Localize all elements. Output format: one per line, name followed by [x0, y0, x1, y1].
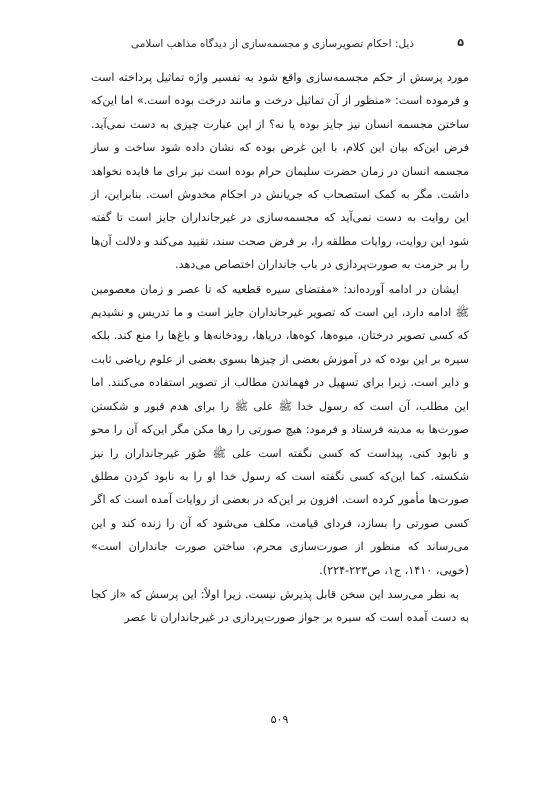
- paragraph: ایشان در ادامه آورده‌اند: «مقتضای سیره قطعیه که تا عصر و زمان معصومین ﷺ ادامه دارد، این است که تصویر غیرجانداران جایز است و ما تدریس و نشیدیم که کسی تصویر درختان، میوه‌ها، کوه‌ها، دریاها، رودخانه‌ها و باغ‌ها را منع کند. بلکه سیره بر این بوده که در آموزش بعضی از چیزها بسوی بعضی از علوم ریاضی ثابت و دایر است. زیرا برای تسهیل در فهماندن مطالب از تصویر استفاده می‌کنند. اما این مطلب، آن است که رسول خدا ﷺ علی ﷺ را برای هدم قبور و شکستن صورت‌ها به مدینه فرستاد و فرمود: هیچ صورتی را رها مکن مگر این‌که آن را محو و نابود کنی. پیداست که کسی نگفته است علی ﷺ صُوَر غیرجانداران را نیز شکسته. کما این‌که کسی نگفته است که رسول خدا او را به نابود کردن مطلق صورت‌ها مأمور کرده است. افزون بر این‌که در بعضی از روایات آمده است که اگر کسی صورتی را بسازد، فردای قیامت، مکلف می‌شود که آن را زنده کند و این می‌رساند که منظور از صورت‌سازی محرم، ساختن صورت جانداران است» (خویی، ۱۴۱۰، ج۱، ص۲۲۳-۲۲۴).: [91, 282, 469, 577]
- paragraph: مورد پرسش از حکم مجسمه‌سازی واقع شود به تفسیر واژه تماثیل پرداخته است و فرموده است: «منظور از آن تماثیل درخت و مانند درخت بوده است.» اما این‌که ساختن مجسمه انسان نیز جایز بوده یا نه؟ از این عبارت چیزی به دست نمی‌آید. فرض این‌که بیان این کلام، با این غرض بوده که نشان داده شود ساخت و ساز مجسمه انسان در زمان حضرت سلیمان حرام بوده است نیز برای ما فایده نخواهد داشت. مگر به کمک استصحاب که جریانش در احکام مخدوش است. بنابراین، از این روایت به دست نمی‌آید که مجسمه‌سازی در غیرجانداران جایز است تا گفته شود این روایت، روایات مطلقه را، بر فرض صحت سند، تقیید می‌کند و دلالت آن‌ها را بر حرمت به صورت‌پردازی در باب جانداران اختصاص می‌دهد.: [91, 71, 469, 272]
- page-number: ۵۰۹: [270, 713, 289, 726]
- running-header: [0, 34, 559, 54]
- paragraph: به نظر می‌رسد این سخن قابل پذیرش نیست. زیرا اولاً: این پرسش که «از کجا به دست آمده است که سیره بر جواز صورت‌پردازی در غیرجانداران تا عصر: [91, 587, 469, 625]
- body-text: [91, 66, 469, 630]
- header-marker: ۵: [457, 36, 464, 49]
- header-title: ذیل: احکام تصویرسازی و مجسمه‌سازی از دیدگاه مذاهب اسلامی: [130, 38, 414, 50]
